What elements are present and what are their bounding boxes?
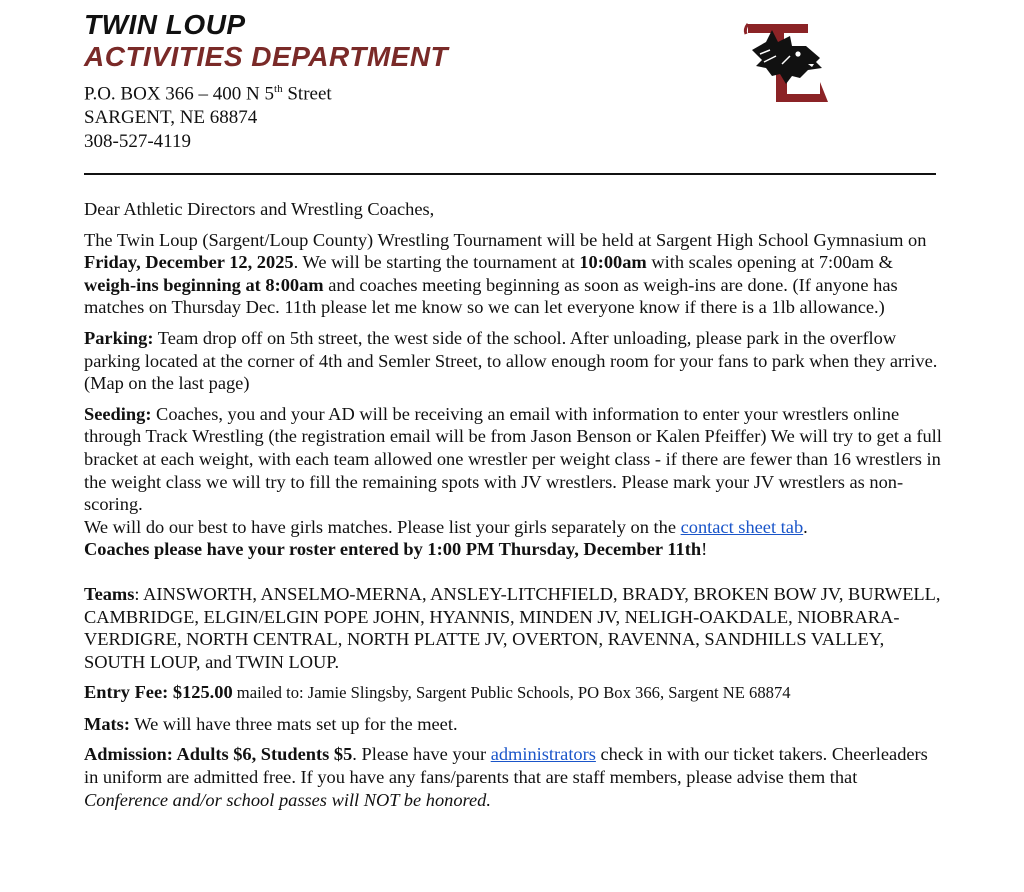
salutation: Dear Athletic Directors and Wrestling Coaches, — [84, 199, 435, 219]
address-line1 — [84, 77, 332, 106]
admission-text-2: check in with our ticket takers. Cheerleaders in uniform are admitted free. If you have any fans/parents that are staff members, please advise them that — [84, 744, 928, 788]
admission-text-1: . Please have your — [352, 744, 491, 765]
parking-text: Team drop off on 5th street, the west side of the school. After unloading, please park in the overflow parking located at the corner of 4th and Semler Street, to allow enough room for your fans to park when they arrive. (Map on the last page) — [84, 327, 938, 394]
contact-sheet-link[interactable]: contact sheet tab — [680, 516, 804, 537]
admission-paragraph — [84, 743, 942, 811]
girls-text-end: . — [803, 516, 808, 537]
header-divider — [84, 173, 936, 175]
entry-fee-label: Entry Fee: — [84, 682, 169, 703]
mats-paragraph — [84, 713, 942, 736]
header-title-line1: TWIN LOUP — [84, 9, 246, 40]
parking-label: Parking: — [84, 327, 154, 348]
mats-text: We will have three mats set up for the meet. — [129, 713, 458, 734]
admission-label: Admission: Adults $6, Students $5 — [84, 744, 353, 765]
weighin-time: weigh-ins beginning at 8:00am — [84, 274, 324, 295]
address-street-end: Street — [282, 83, 332, 105]
entry-fee-address: mailed to: Jamie Slingsby, Sargent Public Schools, PO Box 366, Sargent NE 68874 — [232, 683, 791, 703]
address-ordinal-suffix: th — [274, 83, 283, 95]
start-time: 10:00am — [579, 252, 647, 273]
address-line2: SARGENT, NE 68874 — [84, 107, 258, 129]
administrators-link[interactable]: administrators — [490, 744, 596, 765]
teams-list: : AINSWORTH, ANSELMO-MERNA, ANSLEY-LITCHFIELD, BRADY, BROKEN BOW JV, BURWELL, CAMBRIDGE, ELGIN/ELGIN POPE JOHN, HYANNIS, MINDEN JV, NELIGH-OAKDALE, NIOBRARA-VERDIGRE, NORTH CENTRAL, NORTH PLATTE JV, OVERTON, RAVENNA, SANDHILLS VALLEY, SOUTH LOUP, and TWIN LOUP. — [84, 583, 941, 672]
address-street: P.O. BOX 366 – 400 N 5 — [84, 83, 275, 105]
passes-notice: Conference and/or school passes will NOT be honored. — [84, 789, 491, 810]
letter-body — [84, 198, 942, 819]
roster-deadline-end: ! — [701, 539, 708, 560]
teams-label: Teams — [84, 583, 135, 604]
header-title-line2: ACTIVITIES DEPARTMENT — [84, 41, 449, 72]
spacer — [84, 561, 942, 583]
tournament-date: Friday, December 12, 2025 — [84, 252, 294, 273]
intro-text-4: and coaches meeting beginning as soon as weigh-ins are done. (If anyone has matches on Thursday Dec. 11th please let me know so we can let everyone know if there is a 1lb allowance.) — [84, 274, 898, 318]
entry-fee-amount: $125.00 — [172, 682, 233, 703]
teams-paragraph — [84, 583, 942, 673]
seeding-paragraph — [84, 403, 942, 561]
intro-text-1: The Twin Loup (Sargent/Loup County) Wrestling Tournament will be held at Sargent High School Gymnasium on — [84, 229, 927, 250]
seeding-text: Coaches, you and your AD will be receiving an email with information to enter your wrestlers online through Track Wrestling (the registration email will be from Jason Benson or Kalen Pfeiffer) We will try to get a full bracket at each weight, with each team allowed one wrestler per weight class - if there are fewer than 16 wrestlers in the weight class we will try to fill the remaining spots with JV wrestlers. Please mark your JV wrestlers as non-scoring. — [84, 403, 942, 515]
mats-label: Mats: — [84, 713, 130, 734]
roster-deadline: Coaches please have your roster entered by 1:00 PM Thursday, December 11th — [84, 539, 702, 560]
phone-number: 308-527-4119 — [84, 131, 191, 153]
wolf-tl-logo-icon — [742, 20, 838, 108]
intro-paragraph — [84, 229, 942, 319]
header-address — [84, 77, 332, 154]
parking-paragraph — [84, 327, 942, 395]
entry-fee-paragraph — [84, 681, 942, 705]
intro-text-3: with scales opening at 7:00am & — [646, 252, 893, 273]
seeding-label: Seeding: — [84, 403, 152, 424]
intro-text-2: . We will be starting the tournament at — [293, 252, 580, 273]
girls-text: We will do our best to have girls matches. Please list your girls separately on the — [84, 516, 681, 537]
